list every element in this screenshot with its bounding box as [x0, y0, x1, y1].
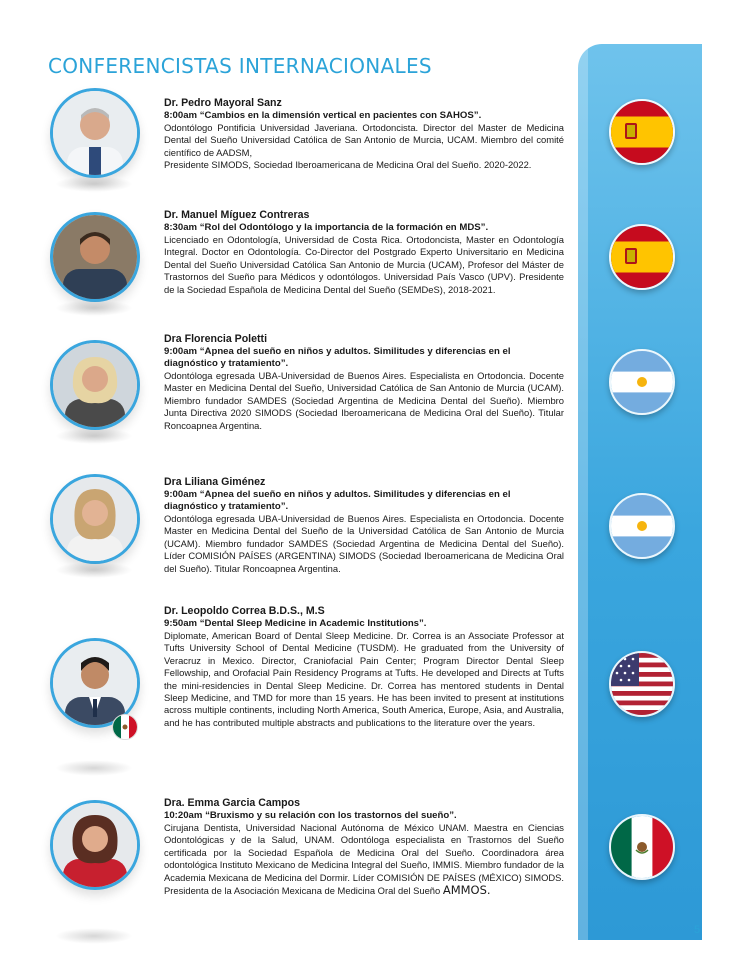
- portrait-icon: [53, 477, 137, 561]
- page-title: CONFERENCISTAS INTERNACIONALES: [48, 54, 432, 78]
- speaker-bio-text: Cirujana Dentista, Universidad Nacional Autónoma de México UNAM. Maestra en Ciencias Odontológicas y de la Salud, UNAM. Odontóloga especialista en Trastornos del Sueño certificada por la Sociedad Española de Medicina Oral del Sueño. Coordinadora área odontológica Instituto Mexicano de Medicina Integral del Sueño, IMMIS. Miembro fundador de la Academia Mexicana de Medicina del Dormir. Líder COMISIÓN DE PAÍSES (MÉXICO) SIMODS. Presidenta de la Asociación Mexicana de Medicina Oral del Sueño: [164, 822, 564, 897]
- speaker-name: Dr. Leopoldo Correa B.D.S., M.S: [164, 605, 325, 617]
- photo-shadow: [55, 176, 133, 192]
- speaker-name: Dra Liliana Giménez: [164, 476, 266, 488]
- speaker-talk: 8:00am “Cambios en la dimensión vertical en pacientes con SAHOS”.: [164, 110, 482, 121]
- speaker-photo-2: [50, 212, 140, 302]
- portrait-icon: [53, 343, 137, 427]
- speaker-bio: Diplomate, American Board of Dental Sleep Medicine. Dr. Correa is an Associate Professor at Tufts University School of Dental Medicine (TUSDM). He graduated from the University of Veracruz in Mexico. Director, Craniofacial Pain Center; Program Director Dental Sleep Fellowship, and Orofacial Pain Residency Programs at Tufts. He developed and Directs at Tufts the mini-residencies in Dental Sleep Medicine. Dr. Correa has mentored students in Dental Sleep Medicine, and TMD for more than 15 years. He has been invited to present at institutions across multiple continents, including North America, South America, Europe, Asia, and Australia, and he has contributed multiple abstracts and publications to the literature over the years.: [164, 630, 564, 728]
- speaker-bio-continued: Presidente SIMODS, Sociedad Iberoamericana de Medicina Oral del Sueño. 2020-2022.: [164, 159, 532, 171]
- argentina-flag-icon: [609, 349, 675, 415]
- speaker-entry-1: [164, 97, 564, 172]
- speaker-entry-5: [164, 605, 564, 729]
- photo-shadow: [55, 928, 133, 944]
- speaker-name: Dr. Pedro Mayoral Sanz: [164, 97, 282, 109]
- speaker-photo-3: [50, 340, 140, 430]
- photo-shadow: [55, 562, 133, 578]
- speaker-bio: Odontóloga egresada UBA-Universidad de Buenos Aires. Especialista en Ortodoncia. Docente Master en Medicina Dental del Sueño, Universidad Católica de San Antonio de Murcia (UCAM). Miembro fundador SAMDES (Sociedad Argentina de Medicina Dental del Sueño). Miembro Junta Directiva 2020 SIMODS (Sociedad Iberoamericana de Medicina Oral del Sueño). Titular Roncoapnea Argentina.: [164, 370, 564, 431]
- photo-shadow: [55, 300, 133, 316]
- sidebar-highlight: [578, 44, 588, 940]
- speaker-entry-3: [164, 333, 564, 432]
- speaker-photo-4: [50, 474, 140, 564]
- speaker-name: Dr. Manuel Míguez Contreras: [164, 209, 310, 221]
- speaker-talk: 9:00am “Apnea del sueño en niños y adultos. Similitudes y diferencias en el diagnóstico y tratamiento”.: [164, 489, 511, 512]
- usa-flag-icon: [609, 651, 675, 717]
- argentina-flag-icon: [609, 493, 675, 559]
- blue-sidebar: [578, 44, 702, 940]
- portrait-icon: [53, 803, 137, 887]
- spain-flag-icon: [609, 99, 675, 165]
- speaker-name: Dra. Emma Garcia Campos: [164, 797, 301, 809]
- portrait-icon: [53, 215, 137, 299]
- page-number: 5: [694, 924, 701, 936]
- speaker-photo-6: [50, 800, 140, 890]
- speaker-bio: Licenciado en Odontología, Universidad de Costa Rica. Ortodoncista, Master en Odontología Integral. Doctor en Odontología. Co-Director del Postgrado Experto Universitario en Medicina Dental del Sueño Universidad Católica San Antonio de Murcia (UCAM), Profesor del Máster de Trastornos del Sueño para Médicos y odontólogos. Universidad País Vasco (UPV). Presidente de la Sociedad Española de Medicina Dental del Sueño (SEMDeS), 2018-2021.: [164, 234, 564, 295]
- speaker-bio: Odontólogo Pontificia Universidad Javeriana. Ortodoncista. Director del Master de Medicina Dental del Sueño Universidad Católica de San Antonio de Murcia, UCAM. Miembro del comité científico de AADSM,: [164, 122, 564, 158]
- mexico-flag-badge-icon: [112, 714, 138, 740]
- photo-shadow: [55, 428, 133, 444]
- speaker-entry-2: [164, 209, 564, 296]
- speaker-talk: 9:00am “Apnea del sueño en niños y adultos. Similitudes y diferencias en el diagnóstico y tratamiento”.: [164, 346, 511, 369]
- speaker-entry-6: [164, 797, 564, 897]
- speaker-talk: 9:50am “Dental Sleep Medicine in Academic Institutions”.: [164, 618, 427, 629]
- speaker-name: Dra Florencia Poletti: [164, 333, 268, 345]
- speaker-bio: Odontóloga egresada UBA-Universidad de Buenos Aires. Especialista en Ortodoncia. Docente Master en Medicina Dental del Sueño de la Universidad Católica de San Antonio de Murcia (UCAM). Miembro fundador SAMDES (Sociedad Argentina de Medicina Dental del Sueño). Líder COMISIÓN PAÍSES (ARGENTINA) SIMODS (Sociedad Iberoamericana de Medicina Oral del Sueño). Titular Roncoapnea Argentina.: [164, 513, 564, 574]
- speaker-photo-1: [50, 88, 140, 178]
- speaker-bio: [164, 822, 564, 897]
- portrait-icon: [53, 91, 137, 175]
- speaker-talk: 8:30am “Rol del Odontólogo y la importancia de la formación en MDS”.: [164, 222, 489, 233]
- photo-shadow: [55, 760, 133, 776]
- speaker-entry-4: [164, 476, 564, 575]
- mexico-flag-icon: [609, 814, 675, 880]
- portrait-icon: [53, 641, 137, 725]
- speaker-bio-accent: AMMOS.: [442, 883, 491, 898]
- spain-flag-icon: [609, 224, 675, 290]
- speaker-talk: 10:20am “Bruxismo y su relación con los trastornos del sueño”.: [164, 810, 457, 821]
